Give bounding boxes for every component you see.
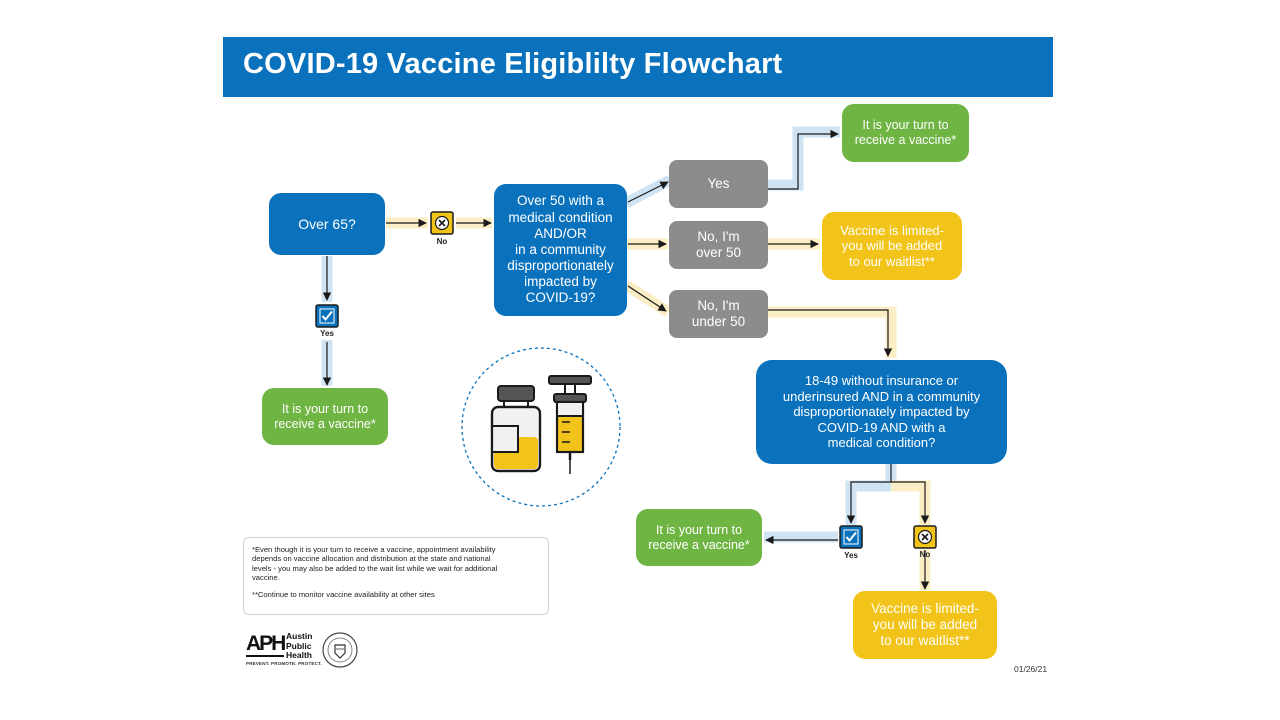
- logo-tagline: PREVENT. PROMOTE. PROTECT.: [246, 661, 322, 666]
- node-answer-yes: Yes: [669, 160, 768, 208]
- syringe-icon: [549, 376, 591, 474]
- arrow-question-to-under50: [628, 286, 666, 311]
- node-over-65: Over 65?: [269, 193, 385, 255]
- node-answer-no-over-50: No, I'm over 50: [669, 221, 768, 269]
- label-yes: Yes: [320, 329, 334, 338]
- label-no: No: [919, 550, 931, 559]
- arrow-question-to-yes: [628, 182, 668, 202]
- label-yes: Yes: [844, 551, 858, 560]
- check-icon: [316, 305, 338, 327]
- austin-public-health-logo: [246, 631, 366, 671]
- band-question-no: [891, 486, 925, 525]
- revision-date: 01/26/21: [1014, 664, 1048, 674]
- title-bar: [223, 37, 1053, 97]
- logo-mark: APH: [246, 632, 285, 655]
- node-eligible-left: It is your turn to receive a vaccine*: [262, 388, 388, 445]
- vial-icon: [492, 386, 540, 471]
- label-no: No: [436, 237, 448, 246]
- check-icon: [840, 526, 862, 548]
- footnote-1: *Even though it is your turn to receive a vaccine, appointment availability depends on vaccine allocation and distribution at the state and national levels - you may also be added to the wait list while we wait for additional vaccine.: [252, 545, 498, 582]
- band-yes-to-eligible: [768, 132, 840, 185]
- node-waitlist-bottom: Vaccine is limited- you will be added to our waitlist**: [853, 591, 997, 659]
- vaccine-illustration-icon: [462, 348, 620, 506]
- x-icon: [431, 212, 453, 234]
- node-over-50-question: Over 50 with a medical condition AND/OR in a community disproportionately impacted by COVID-19?: [494, 184, 627, 316]
- logo-name: Austin Public Health: [286, 631, 313, 660]
- band-under50-to-question: [768, 312, 891, 358]
- x-icon: [914, 526, 936, 548]
- footnote-box: [243, 537, 549, 615]
- node-answer-no-under-50: No, I'm under 50: [669, 290, 768, 338]
- arrow-question-to-yes-bottom: [851, 464, 891, 523]
- footnote-2: **Continue to monitor vaccine availability at other sites: [252, 590, 435, 599]
- node-waitlist-middle: Vaccine is limited- you will be added to our waitlist**: [822, 212, 962, 280]
- page-title: COVID-19 Vaccine Eligiblilty Flowchart: [243, 48, 783, 80]
- node-eligible-top: It is your turn to receive a vaccine*: [842, 104, 969, 162]
- node-eligible-bottom: It is your turn to receive a vaccine*: [636, 509, 762, 566]
- node-question-18-49: 18-49 without insurance or underinsured AND in a community disproportionately impacted by COVID-19 AND with a medical condition?: [756, 360, 1007, 464]
- band-question-yes: [851, 464, 891, 525]
